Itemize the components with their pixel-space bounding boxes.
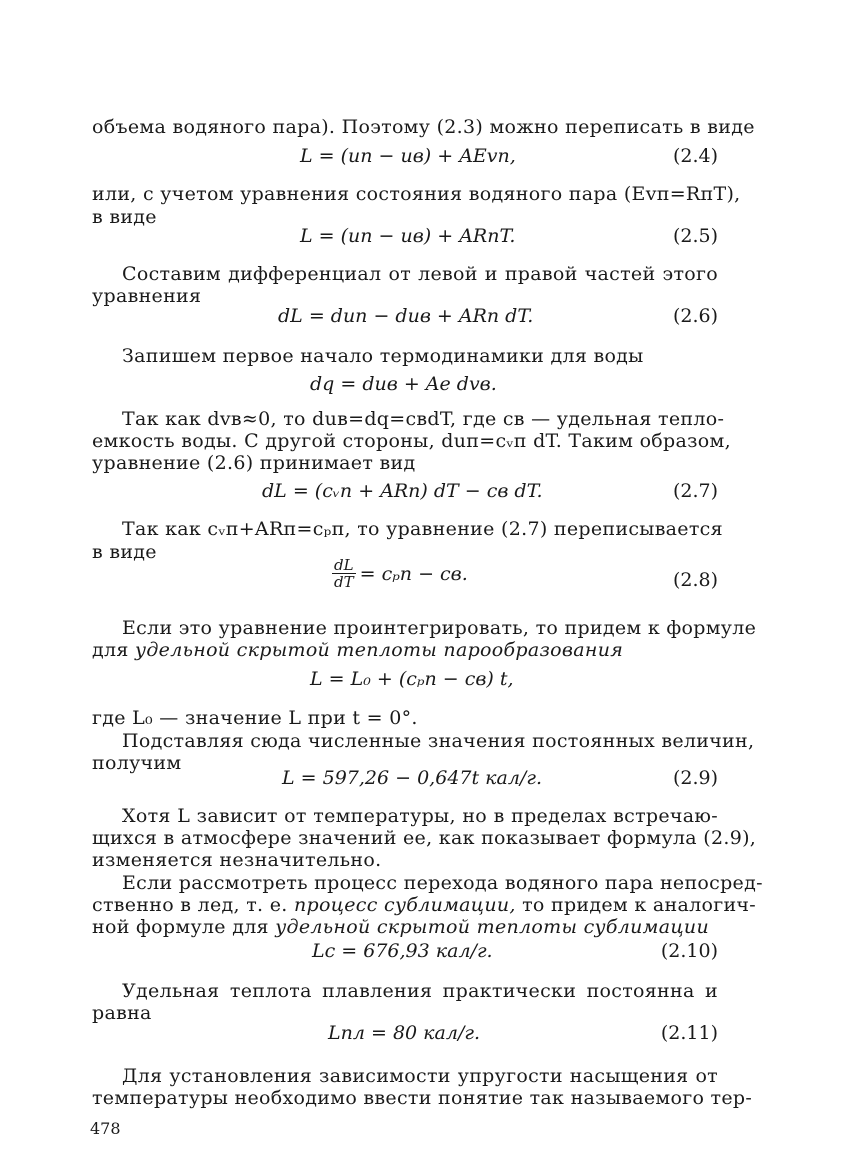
equation-number-2-8: (2.8) [672,569,718,591]
text-line [92,639,718,661]
equation-number-2-9: (2.9) [672,767,718,789]
text-line: в виде [92,541,157,563]
equation-latent-heat: L = L₀ + (cₚп − cв) t, [310,668,514,690]
text-line: объема водяного пара). Поэтому (2.3) можно переписать в виде [92,116,755,138]
text-line: изменяется незначительно. [92,849,382,871]
equation-2-8 [332,557,468,590]
equation-2-10: Lс = 676,93 кал/г. [312,940,493,962]
text-line: уравнение (2.6) принимает вид [92,452,416,474]
text-line: щихся в атмосфере значений ее, как показывает формула (2.9), [92,827,757,849]
text-line: Для установления зависимости упругости насыщения от [122,1065,718,1087]
text-line: равна [92,1002,152,1024]
equation-number-2-4: (2.4) [672,145,718,167]
term-latent-heat-sublimation: удельной скрытой теплоты сублимации [275,916,709,938]
text-line: уравнения [92,285,202,307]
fraction [332,557,356,590]
equation-2-8-rhs: = cₚп − cв. [359,562,468,585]
equation-number-2-5: (2.5) [672,225,718,247]
page-number: 478 [90,1119,121,1138]
equation-2-11: Lпл = 80 кал/г. [328,1022,480,1044]
fraction-numerator: dL [334,556,354,574]
text-line: Составим дифференциал от левой и правой частей этого [122,263,718,285]
text-segment: ственно в лед, т. е. [92,894,294,916]
text-segment: для [92,639,135,661]
text-line: Если это уравнение проинтегрировать, то придем к формуле [122,617,757,639]
equation-2-5: L = (uп − uв) + ARпT. [300,225,516,247]
text-line: или, с учетом уравнения состояния водяного пара (Evп=RпT), [92,183,741,205]
text-line: Если рассмотреть процесс перехода водяного пара непосред- [122,872,763,894]
fraction-denominator: dT [334,573,354,591]
equation-2-9: L = 597,26 − 0,647t кал/г. [282,767,542,789]
term-sublimation: процесс сублимации, [293,894,516,916]
term-latent-heat-vaporization: удельной скрытой теплоты парообразования [135,639,624,661]
text-line: Так как dvв≈0, то duв=dq=cвdT, где cв — удельная тепло- [122,408,725,430]
equation-number-2-7: (2.7) [672,480,718,502]
equation-2-4: L = (uп − uв) + AEvп, [300,145,516,167]
text-segment: то придем к аналогич- [515,894,756,916]
equation-number-2-10: (2.10) [660,940,718,962]
equation-number-2-11: (2.11) [660,1022,718,1044]
text-line: температуры необходимо ввести понятие так называемого тер- [92,1087,753,1109]
text-line: Так как cᵥп+ARп=cₚп, то уравнение (2.7) переписывается [122,518,723,540]
text-line: Хотя L зависит от температуры, но в пределах встречаю- [122,805,718,827]
text-line: в виде [92,206,157,228]
text-line: Подставляя сюда численные значения постоянных величин, [122,730,755,752]
equation-2-6: dL = duп − duв + ARп dT. [278,305,534,327]
text-line: емкость воды. С другой стороны, duп=cᵥп dT. Таким образом, [92,430,731,452]
text-line: получим [92,752,182,774]
equation-number-2-6: (2.6) [672,305,718,327]
text-line: Удельная теплота плавления практически постоянна и [122,980,718,1002]
text-segment: ной формуле для [92,916,276,938]
text-line: Запишем первое начало термодинамики для воды [122,345,644,367]
text-line: где L₀ — значение L при t = 0°. [92,707,418,729]
text-line [92,916,718,938]
equation-2-7: dL = (cᵥп + ARп) dT − cв dT. [262,480,543,502]
equation-first-law: dq = duв + Ae dvв. [310,373,497,395]
text-line [92,894,756,916]
